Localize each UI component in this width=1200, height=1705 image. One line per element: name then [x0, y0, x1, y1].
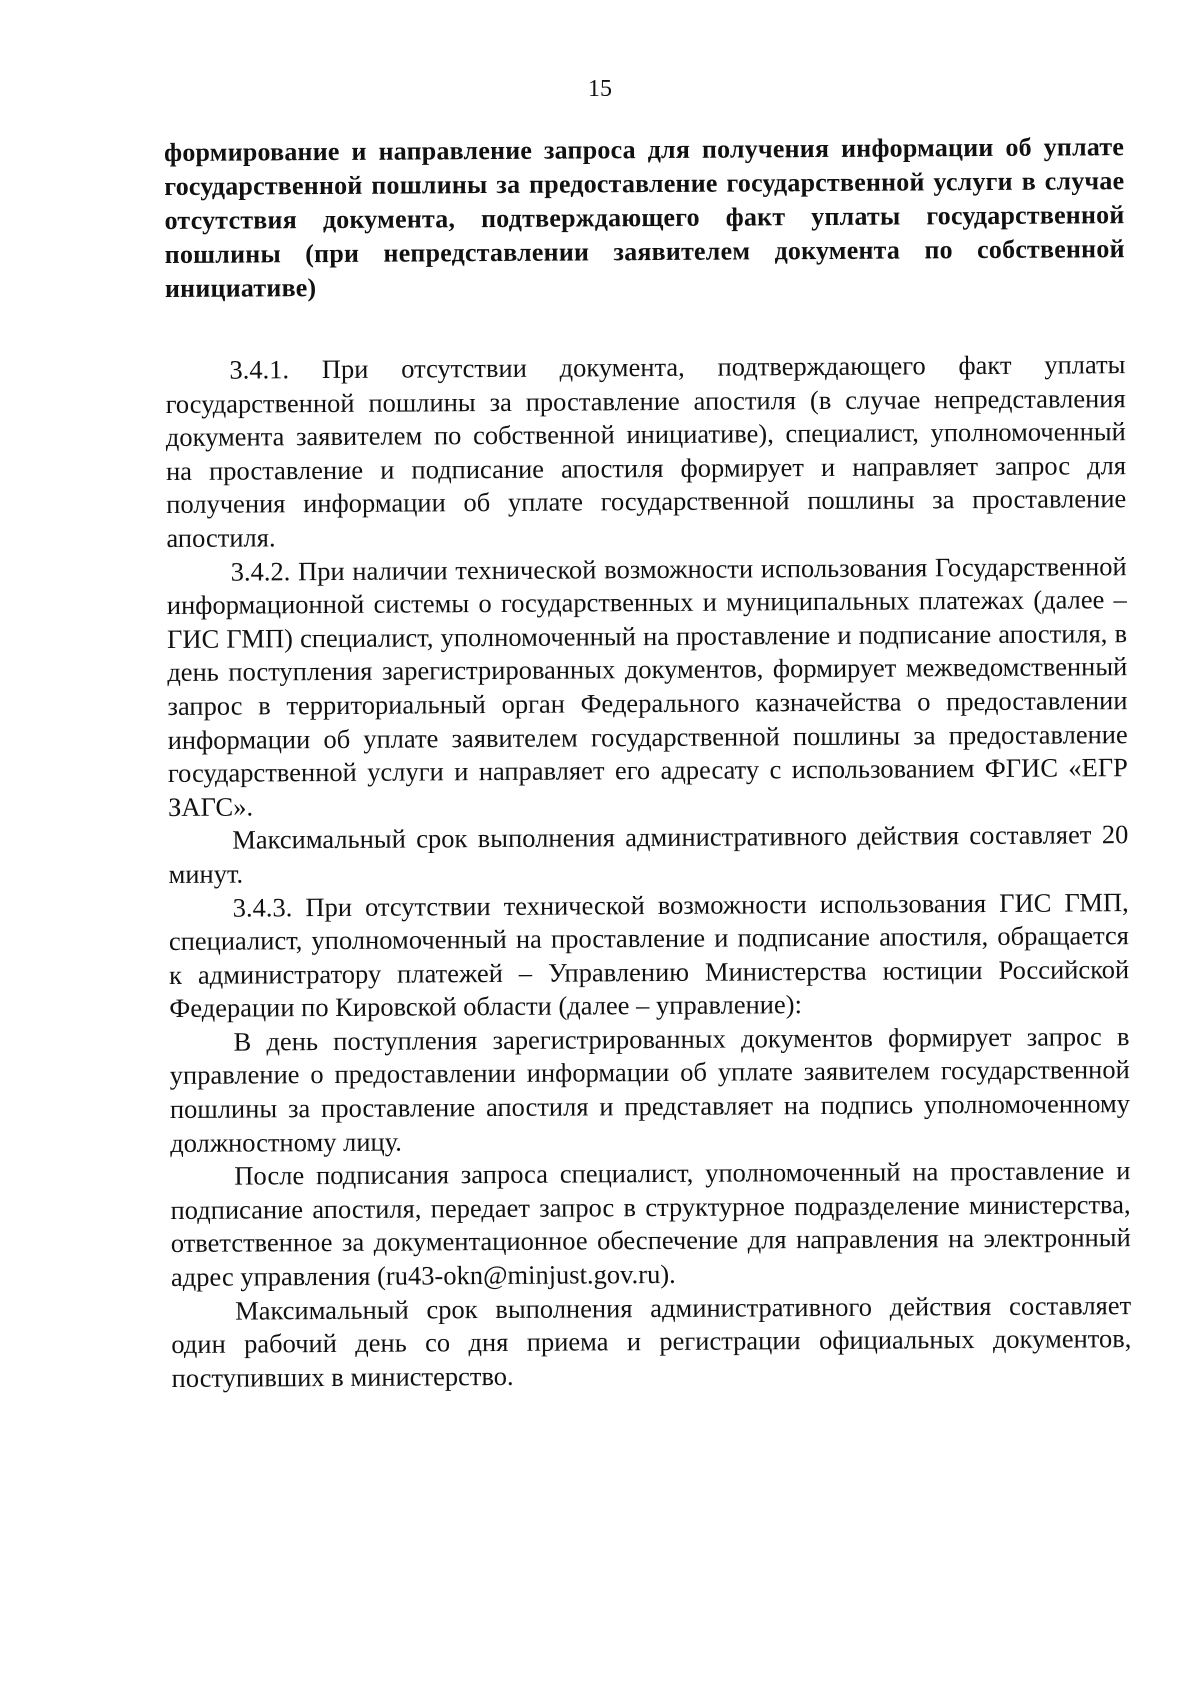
paragraph-max-time-one-day: Максимальный срок выполнения административного действия составляет один рабочий день со дня приема и регистрации официальных документов, поступивших в министерство.	[171, 1289, 1132, 1393]
heading-spacer	[165, 300, 1125, 354]
page-number: 15	[588, 76, 612, 102]
paragraph-after-signing: После подписания запроса специалист, уполномоченный на проставление и подписание апостиля, передает запрос в структурное подразделение министерства, ответственное за документационное обеспечение для направления на электронный адрес управления (ru43-okn@minjust.gov.ru).	[170, 1155, 1131, 1293]
paragraph-3-4-1: 3.4.1. При отсутствии документа, подтверждающего факт уплаты государственной пошлины за проставление апостиля (в случае непредставления документа заявителем по собственной инициативе), специалист, уполномоченный на проставление и подписание апостиля формирует и направляет запрос для получения информации об уплате государственной пошлины за проставление апостиля.	[165, 349, 1127, 553]
paragraph-max-time-20-min: Максимальный срок выполнения административного действия составляет 20 минут.	[168, 819, 1129, 889]
paragraph-3-4-3: 3.4.3. При отсутствии технической возможности использования ГИС ГМП, специалист, уполномоченный на проставление и подписание апостиля, обращается к администратору платежей – Управлению Министерства юстиции Российской Федерации по Кировской области (далее – управление):	[168, 886, 1130, 1024]
section-heading: формирование и направление запроса для получения информации об уплате государственной пошлины за предоставление государственной услуги в случае отсутствия документа, подтверждающего факт уплаты государственной пошлины (при непредставлении заявителем документа по собственной инициативе)	[164, 132, 1125, 303]
paragraph-3-4-2: 3.4.2. При наличии технической возможности использования Государственной информационной системы о государственных и муниципальных платежах (далее – ГИС ГМП) специалист, уполномоченный на проставление и подписание апостиля, в день поступления зарегистрированных документов, формирует межведомственный запрос в территориальный орган Федерального казначейства о предоставлении информации об уплате заявителем государственной пошлины за предоставление государственной услуги и направляет его адресату с использованием ФГИС «ЕГР ЗАГС».	[166, 550, 1128, 822]
document-body	[164, 130, 1132, 1395]
paragraph-request-formation: В день поступления зарегистрированных документов формирует запрос в управление о предоставлении информации об уплате заявителем государственной пошлины за проставление апостиля и представляет на подпись уполномоченному должностному лицу.	[169, 1020, 1131, 1158]
